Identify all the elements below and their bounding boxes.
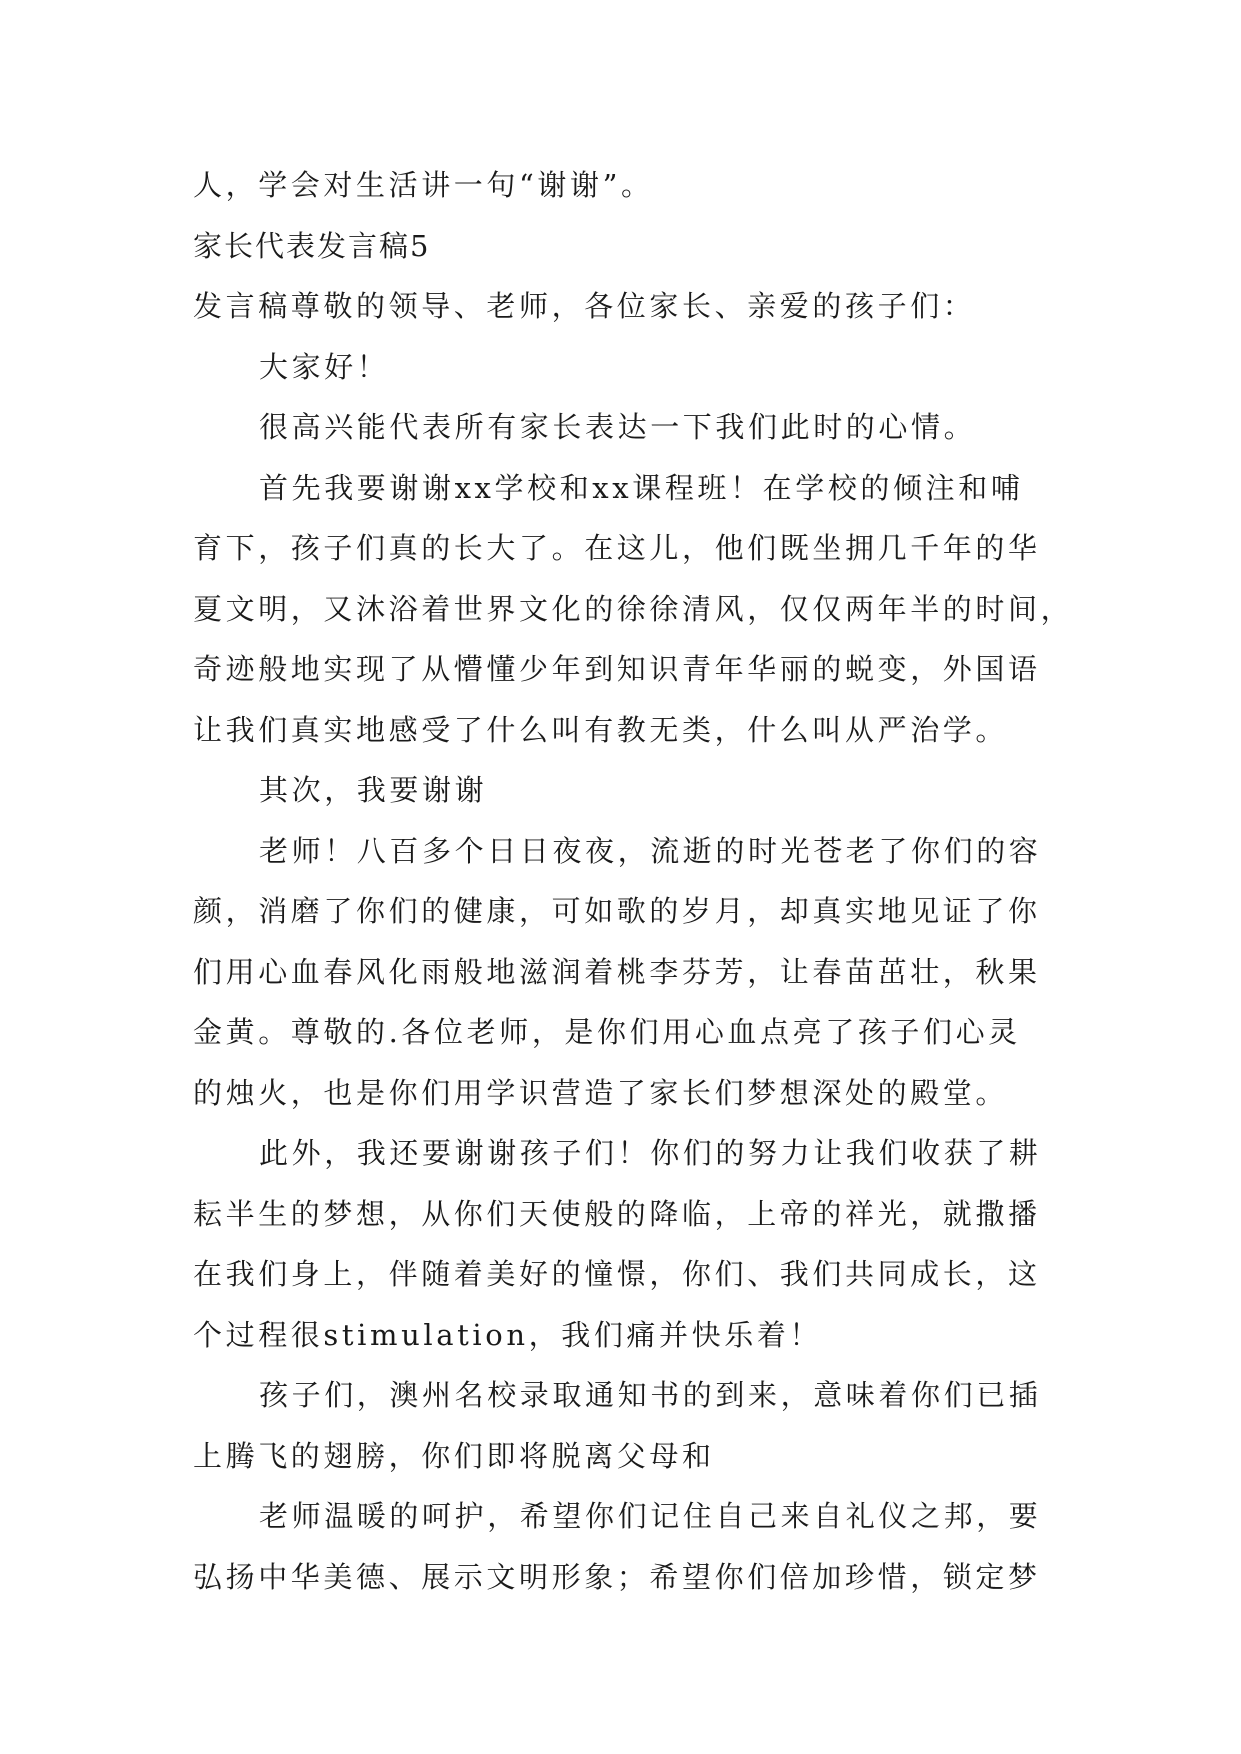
paragraph-line: 的烛火，也是你们用学识营造了家长们梦想深处的殿堂。 bbox=[193, 1075, 1009, 1110]
paragraph-line: 弘扬中华美德、展示文明形象；希望你们倍加珍惜，锁定梦 bbox=[193, 1559, 1041, 1594]
paragraph-line: 育下，孩子们真的长大了。在这儿，他们既坐拥几千年的华 bbox=[193, 531, 1041, 565]
section-heading: 家长代表发言稿5 bbox=[193, 228, 431, 263]
greeting-line: 大家好！ bbox=[259, 349, 390, 384]
document-body bbox=[193, 155, 1074, 1607]
paragraph-line: 耘半生的梦想，从你们天使般的降临，上帝的祥光，就撒播 bbox=[193, 1196, 1041, 1231]
paragraph-line: 孩子们，澳州名校录取通知书的到来，意味着你们已插 bbox=[259, 1378, 1042, 1412]
paragraph-line: 个过程很stimulation，我们痛并快乐着！ bbox=[193, 1317, 823, 1352]
salutation-line: 发言稿尊敬的领导、老师，各位家长、亲爱的孩子们： bbox=[193, 289, 976, 323]
paragraph-line: 此外，我还要谢谢孩子们！你们的努力让我们收获了耕 bbox=[259, 1136, 1042, 1170]
paragraph-line: 上腾飞的翅膀，你们即将脱离父母和 bbox=[193, 1438, 715, 1473]
paragraph-line: 在我们身上，伴随着美好的憧憬，你们、我们共同成长，这 bbox=[193, 1257, 1041, 1291]
text-line: 人，学会对生活讲一句“谢谢”。 bbox=[193, 168, 654, 202]
paragraph-line: 老师温暖的呵护，希望你们记住自己来自礼仪之邦，要 bbox=[259, 1499, 1042, 1533]
paragraph-line: 奇迹般地实现了从懵懂少年到知识青年华丽的蜕变，外国语 bbox=[193, 652, 1041, 686]
paragraph-line: 其次，我要谢谢 bbox=[259, 773, 488, 807]
paragraph-line: 很高兴能代表所有家长表达一下我们此时的心情。 bbox=[259, 410, 977, 444]
paragraph-line: 老师！八百多个日日夜夜，流逝的时光苍老了你们的容 bbox=[259, 833, 1042, 868]
paragraph-line: 让我们真实地感受了什么叫有教无类，什么叫从严治学。 bbox=[193, 712, 1009, 747]
paragraph-line: 们用心血春风化雨般地滋润着桃李芬芳，让春苗茁壮，秋果 bbox=[193, 954, 1041, 989]
paragraph-line: 首先我要谢谢xx学校和xx课程班！在学校的倾注和哺 bbox=[259, 470, 1024, 505]
paragraph-line: 夏文明，又沐浴着世界文化的徐徐清风，仅仅两年半的时间， bbox=[193, 591, 1074, 626]
paragraph-line: 颜，消磨了你们的健康，可如歌的岁月，却真实地见证了你 bbox=[193, 894, 1041, 928]
paragraph-line: 金黄。尊敬的.各位老师，是你们用心血点亮了孩子们心灵 bbox=[193, 1015, 1021, 1049]
